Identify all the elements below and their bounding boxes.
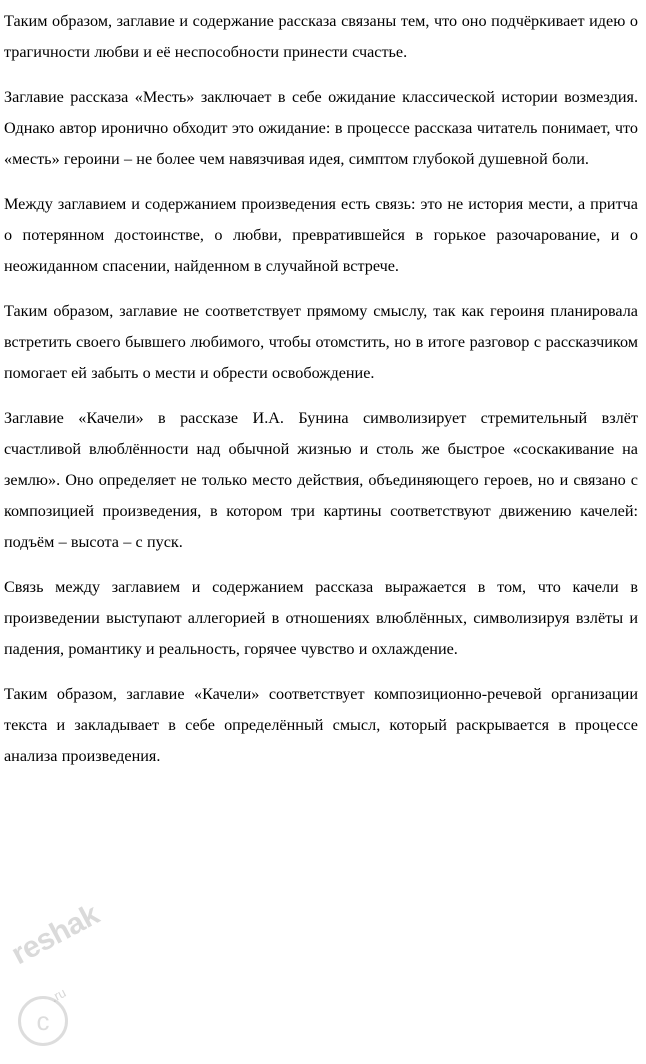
paragraph: Между заглавием и содержанием произведения есть связь: это не история мести, а притча о потерянном достоинстве, о любви, превратившейся в горькое разочарование, и о неожиданном спасении, найденном в случайной встрече. [4, 195, 638, 275]
paragraph: Заглавие «Качели» в рассказе И.А. Бунина символизирует стремительный взлёт счастливой влюблённости над обычной жизнью и столь же быстрое «соскакивание на землю». Оно определяет не только место действия, объединяющего героев, но и связано с композицией произведения, в котором три картины соответствуют движению качелей: подъём – высота – с пуск. [4, 409, 638, 551]
watermark-mark: c [36, 1005, 50, 1036]
watermark-suffix: .ru [48, 984, 69, 1006]
paragraph: Таким образом, заглавие не соответствует прямому смыслу, так как героиня планировала встретить своего бывшего любимого, чтобы отомстить, но в итоге разговор с рассказчиком помогает ей забыть о мести и обрести освобождение. [4, 302, 638, 382]
paragraph: Заглавие рассказа «Месть» заключает в себе ожидание классической истории возмездия. Однако автор иронично обходит это ожидание: в процессе рассказа читатель понимает, что «месть» героини – не более чем навязчивая идея, симптом глубокой душевной боли. [4, 88, 638, 168]
watermark [0, 897, 180, 1054]
paragraph: Таким образом, заглавие и содержание рассказа связаны тем, что оно подчёркивает идею о трагичности любви и её неспособности принести счастье. [4, 12, 638, 61]
watermark-copyright-icon [18, 996, 68, 1046]
paragraph: Таким образом, заглавие «Качели» соответствует композиционно-речевой организации текста и закладывает в себе определённый смысл, который раскрывается в процессе анализа произведения. [4, 685, 638, 765]
paragraph: Связь между заглавием и содержанием рассказа выражается в том, что качели в произведении выступают аллегорией в отношениях влюблённых, символизируя взлёты и падения, романтику и реальность, горячее чувство и охлаждение. [4, 578, 638, 658]
watermark-brand: reshak [6, 897, 105, 972]
